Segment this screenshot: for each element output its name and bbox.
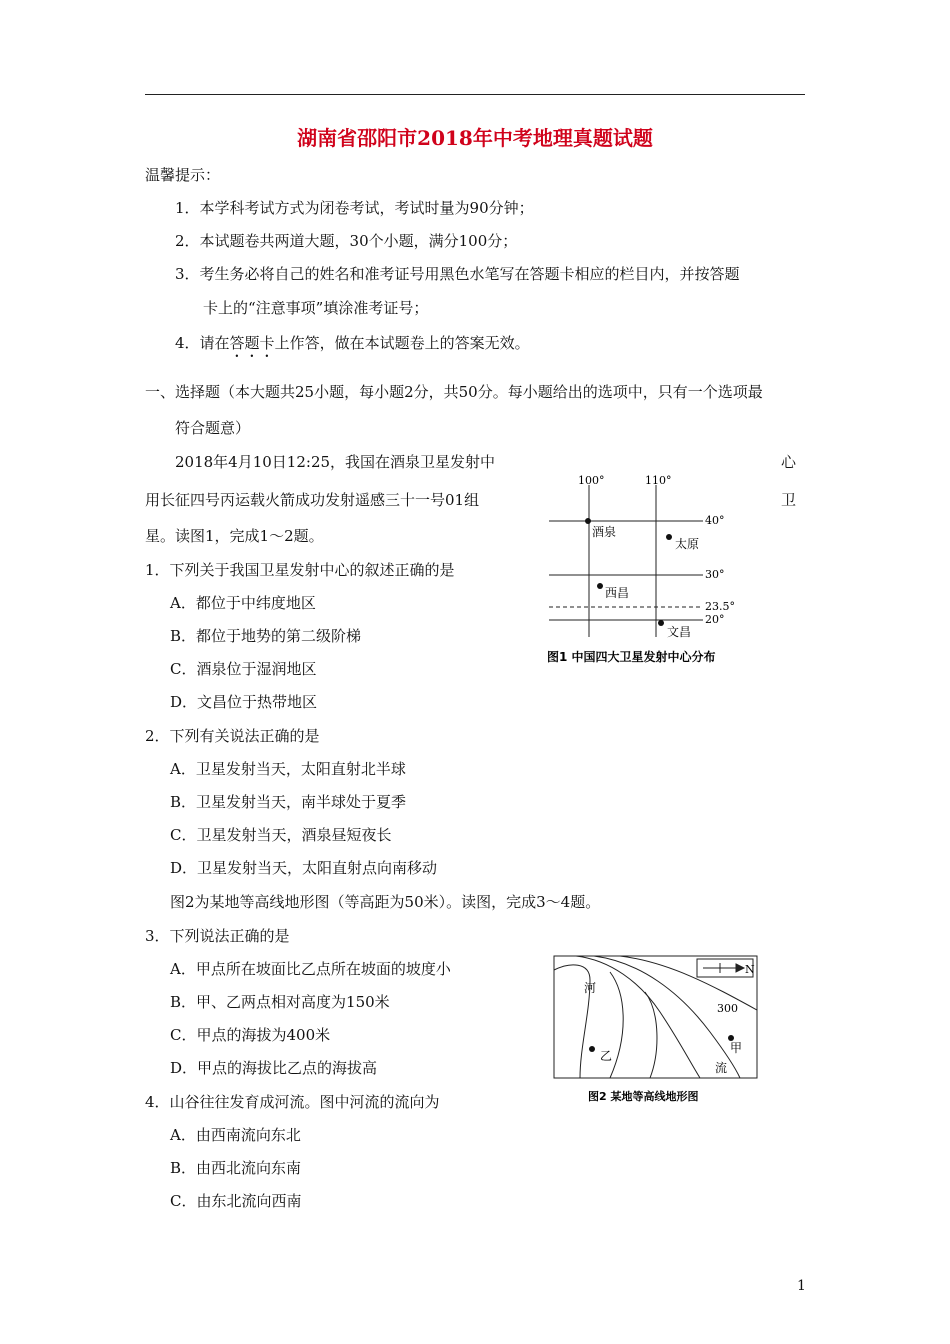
- q3-option-d: D．甲点的海拔比乙点的海拔高: [170, 1059, 378, 1077]
- q3-option-a: A．甲点所在坡面比乙点所在坡面的坡度小: [170, 960, 451, 978]
- q1-option-d: D．文昌位于热带地区: [170, 693, 318, 711]
- tip-1: 1．本学科考试方式为闭卷考试，考试时量为90分钟；: [175, 199, 534, 217]
- section-1-heading: 一、选择题（本大题共25小题，每小题2分，共50分。每小题给出的选项中，只有一个选项最: [145, 383, 763, 401]
- figure-2-contour-map: [550, 952, 760, 1112]
- intro-1-line-2-end: 卫: [781, 491, 797, 509]
- intro-1-line-3: 星。读图1，完成1～2题。: [145, 527, 324, 545]
- tip-4-prefix: 4．请在: [175, 334, 230, 352]
- q2-stem: 2．下列有关说法正确的是: [145, 727, 320, 745]
- contour-label-300: 300: [717, 1002, 738, 1015]
- tip-3: 3．考生务必将自己的姓名和准考证号用黑色水笔写在答题卡相应的栏目内，并按答题: [175, 265, 740, 283]
- tip-2: 2．本试题卷共两道大题，30个小题，满分100分；: [175, 232, 518, 250]
- city-label-taiyuan: 太原: [675, 537, 700, 551]
- intro-2: 图2为某地等高线地形图（等高距为50米）。读图，完成3～4题。: [170, 893, 601, 911]
- figure-2-caption: 图2 某地等高线地形图: [588, 1090, 699, 1103]
- q4-option-a: A．由西南流向东北: [170, 1126, 301, 1144]
- q2-option-a: A．卫星发射当天，太阳直射北半球: [170, 760, 406, 778]
- q2-option-c: C．卫星发射当天，酒泉昼短夜长: [170, 826, 392, 844]
- city-label-jiuquan: 酒泉: [592, 525, 617, 539]
- tip-4-emphasis: 答题卡: [229, 334, 275, 352]
- lat-label-23-5: 23.5°: [705, 600, 735, 613]
- river-label-he: 河: [584, 981, 597, 995]
- city-label-wenchang: 文昌: [667, 625, 692, 639]
- tip-3-cont: 卡上的“注意事项”填涂准考证号；: [203, 299, 429, 317]
- q4-option-b: B．由西北流向东南: [170, 1159, 302, 1177]
- q1-stem: 1．下列关于我国卫星发射中心的叙述正确的是: [145, 561, 455, 579]
- tip-4-suffix: 上作答，做在本试题卷上的答案无效。: [274, 334, 530, 352]
- q2-option-d: D．卫星发射当天，太阳直射点向南移动: [170, 859, 438, 877]
- intro-1-line-1: 2018年4月10日12:25，我国在酒泉卫星发射中: [175, 453, 496, 471]
- figure-1-map: [545, 465, 785, 675]
- point-label-yi: 乙: [600, 1049, 613, 1063]
- q1-option-b: B．都位于地势的第二级阶梯: [170, 627, 362, 645]
- section-1-heading-cont: 符合题意）: [175, 419, 251, 437]
- tip-4: [175, 333, 530, 361]
- page-title: 湖南省邵阳市2018年中考地理真题试题: [297, 126, 653, 150]
- city-dot-taiyuan: [666, 534, 672, 540]
- q4-option-c: C．由东北流向西南: [170, 1192, 302, 1210]
- q3-stem: 3．下列说法正确的是: [145, 927, 290, 945]
- city-dot-wenchang: [658, 620, 664, 626]
- intro-1-line-1-end: 心: [781, 453, 797, 471]
- q1-option-c: C．酒泉位于湿润地区: [170, 660, 317, 678]
- intro-1-line-2: 用长征四号丙运载火箭成功发射遥感三十一号01组: [145, 491, 480, 509]
- tips-heading: 温馨提示：: [145, 166, 221, 184]
- lat-label-20: 20°: [705, 613, 725, 626]
- lon-label-110: 110°: [645, 474, 672, 487]
- q3-option-c: C．甲点的海拔为400米: [170, 1026, 331, 1044]
- q2-option-b: B．卫星发射当天，南半球处于夏季: [170, 793, 407, 811]
- point-yi: [589, 1046, 595, 1052]
- city-label-xichang: 西昌: [605, 586, 630, 600]
- city-dot-xichang: [597, 583, 603, 589]
- q4-stem: 4．山谷往往发育成河流。图中河流的流向为: [145, 1093, 440, 1111]
- river-label-liu: 流: [715, 1061, 728, 1075]
- lon-label-100: 100°: [578, 474, 605, 487]
- lat-label-40: 40°: [705, 514, 725, 527]
- contour-lines: [554, 956, 757, 1078]
- q1-option-a: A．都位于中纬度地区: [170, 594, 316, 612]
- north-label: N: [745, 963, 755, 976]
- page-number: 1: [797, 1278, 806, 1294]
- city-dot-jiuquan: [585, 518, 591, 524]
- point-label-jia: 甲: [730, 1041, 743, 1055]
- q3-option-b: B．甲、乙两点相对高度为150米: [170, 993, 390, 1011]
- header-rule: [145, 94, 805, 95]
- lat-label-30: 30°: [705, 568, 725, 581]
- figure-1-caption: 图1 中国四大卫星发射中心分布: [547, 650, 716, 664]
